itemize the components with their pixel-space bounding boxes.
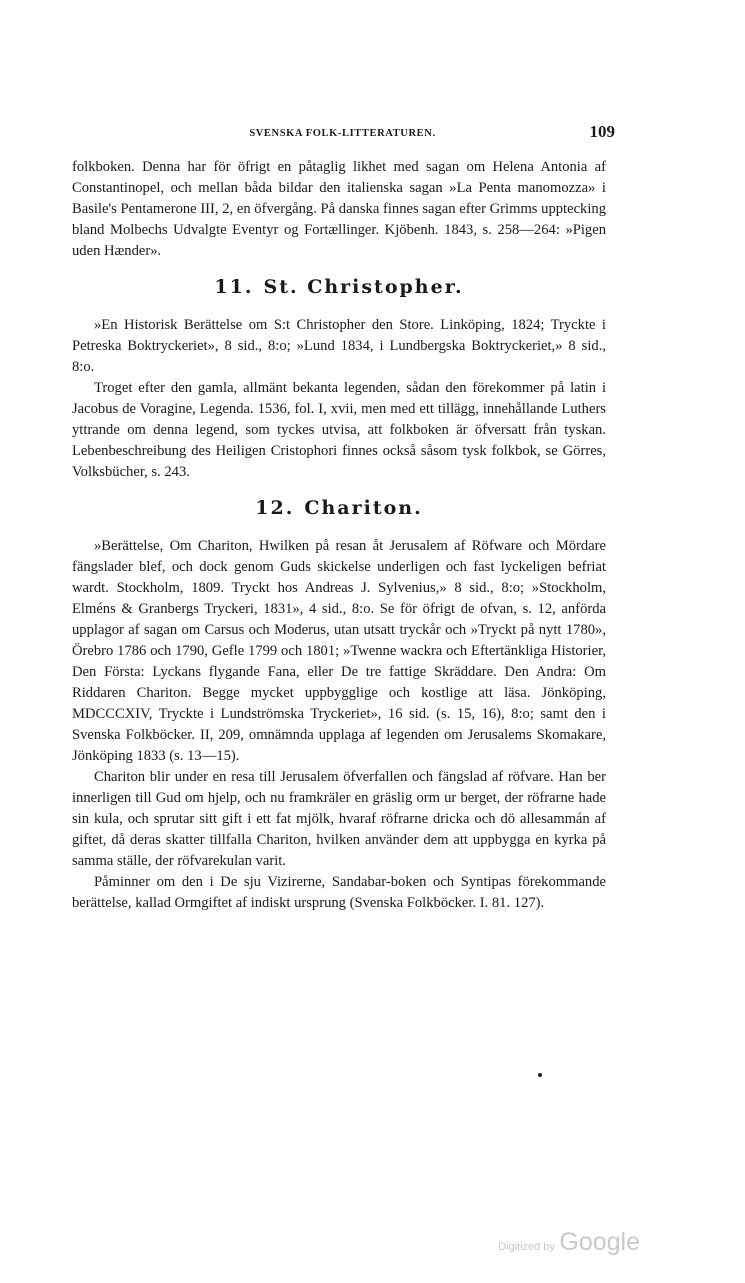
ink-dot — [538, 1073, 542, 1077]
page-number: 109 — [589, 122, 615, 141]
intro-paragraph: folkboken. Denna har för öfrigt en påtaglig likhet med sagan om Helena Antonia af Constantinopel, och mellan båda bildar den italienska sagan »La Penta manomozza» i Basile's Pentamerone III, 2, en öfvergång. På danska finnes sagan efter Grimms upptecking bland Molbechs Udvalgte Eventyr og Fortællinger. Kjöbenh. 1843, s. 258—264: »Pigen uden Hænder». — [72, 159, 606, 259]
running-head: SVENSKA FOLK-LITTERATUREN. — [249, 128, 436, 139]
page-header — [70, 122, 615, 146]
google-logo: Google — [559, 1228, 640, 1256]
section-12-title: Chariton. — [304, 497, 423, 519]
section-11-paragraph-1: »En Historisk Berättelse om S:t Christopher den Store. Linköping, 1824; Tryckte i Petreska Boktryckeriet», 8 sid., 8:o; »Lund 1834, i Lundbergska Boktryckeriet,» 8 sid., 8:o. — [72, 317, 606, 375]
section-12-number: 12. — [255, 497, 295, 519]
watermark-prefix: Digitized by — [498, 1241, 555, 1253]
section-11-heading — [72, 277, 606, 298]
section-11-paragraph-2: Troget efter den gamla, allmänt bekanta legenden, sådan den förekommer på latin i Jacobus de Voragine, Legenda. 1536, fol. I, xvii, men med ett tillägg, innehållande Luthers yttrande om denna legend, som tyckes utvisa, att folkboken är öfversatt från tyskan. Lebenbeschreibung des Heiligen Cristophori finnes också såsom tysk folkbok, se Görres, Volksbücher, s. 243. — [72, 380, 606, 480]
section-12-paragraph-2: Chariton blir under en resa till Jerusalem öfverfallen och fängslad af röfvare. Han ber innerligen till Gud om hjelp, och nu framkräler en gräslig orm ur berget, der röfrarne hade sin kula, och sprutar sitt gift i ett fat mjölk, hvaraf röfrarne dricka och dö allesammán af giftet, då deras skatter tillfalla Chariton, hvilken använder dem att uppbygga en kyrka på samma ställe, der röfvarekulan varit. — [72, 769, 606, 869]
section-11-title: St. Christopher. — [263, 276, 464, 298]
digitized-watermark — [498, 1228, 640, 1257]
section-12-paragraph-1: »Berättelse, Om Chariton, Hwilken på resan åt Jerusalem af Röfware och Mördare fängslader blef, och dock genom Guds skickelse underligen och fast lyckeligen befriat wardt. Stockholm, 1809. Tryckt hos Andreas J. Sylvenius,» 8 sid., 8:o; »Stockholm, Elméns & Granbergs Tryckeri, 1831», 4 sid., 8:o. Se för öfrigt de ofvan, s. 12, anförda upplagor af sagan om Carsus och Moderus, utan utsatt tryckår och »Tryckt på nytt 1780», Örebro 1786 och 1790, Gefle 1799 och 1801; »Twenne wackra och Eftertänkliga Historier, Den Första: Lyckans flygande Fana, eller De tre fattige Skräddare. Den Andra: Om Riddaren Chariton. Begge mycket uppbygglige och kostlige att läsa. Jönköping, MDCCCXIV, Tryckte i Lundströmska Tryckeriet», 16 sid. (s. 15, 16), 8:o; samt den i Svenska Folkböcker. II, 209, omnämnda upplaga af legenden om Jerusalems Skomakare, Jönköping 1833 (s. 13—15). — [72, 538, 606, 764]
section-12-heading — [72, 498, 606, 519]
section-12-paragraph-3: Påminner om den i De sju Vizirerne, Sandabar-boken och Syntipas förekommande berättelse, kallad Ormgiftet af indiskt ursprung (Svenska Folkböcker. I. 81. 127). — [72, 874, 606, 911]
section-11-number: 11. — [214, 276, 254, 298]
page-body — [72, 157, 606, 914]
